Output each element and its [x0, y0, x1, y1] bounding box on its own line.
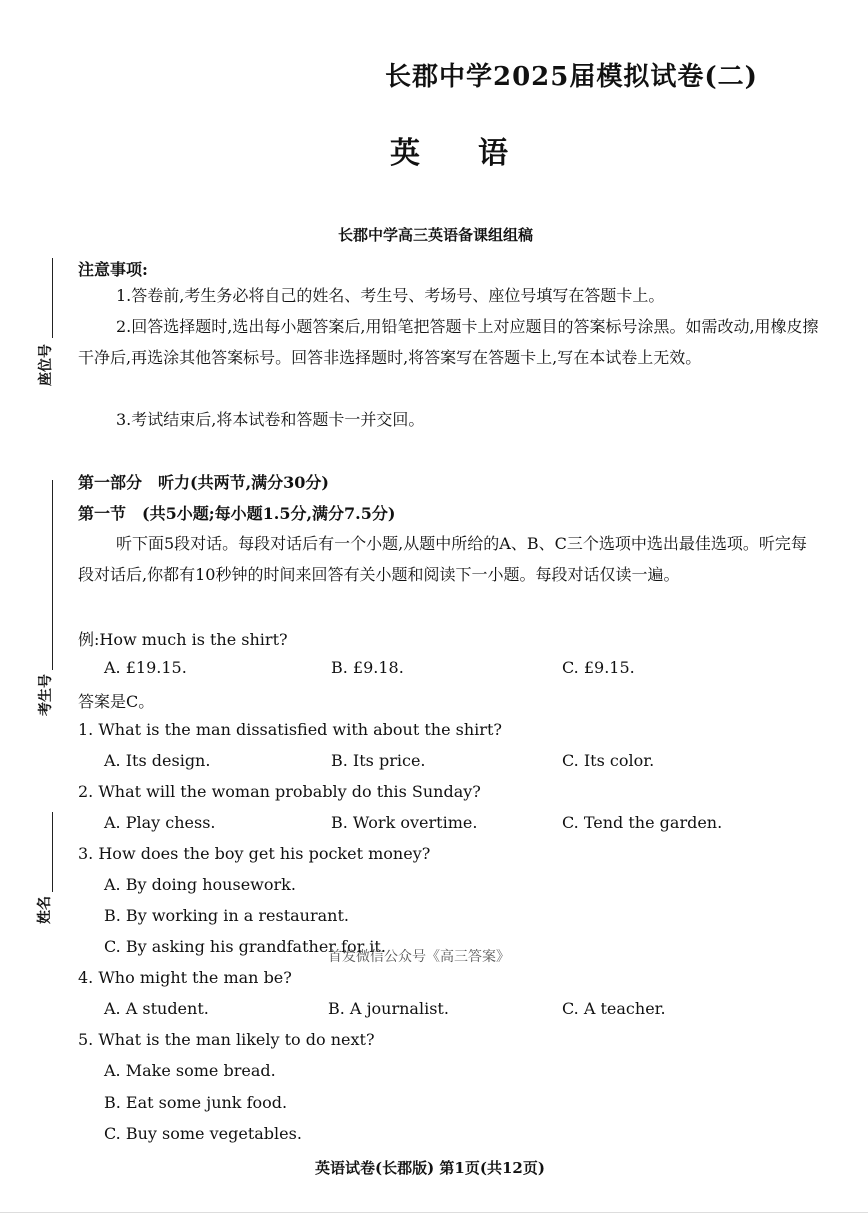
- q3-option-c: C. By asking his grandfather for it.: [104, 937, 386, 956]
- q5-option-b: B. Eat some junk food.: [104, 1093, 288, 1112]
- q2-option-b: B. Work overtime.: [331, 813, 478, 832]
- q1-option-b: B. Its price.: [331, 751, 426, 770]
- example-question: 例:How much is the shirt?: [78, 630, 288, 649]
- section1-heading: 第一节 (共5小题;每小题1.5分,满分7.5分): [78, 504, 396, 523]
- q4-option-a: A. A student.: [104, 999, 209, 1018]
- q1-option-c: C. Its color.: [562, 751, 655, 770]
- q4-option-c: C. A teacher.: [562, 999, 666, 1018]
- q5-option-a: A. Make some bread.: [104, 1061, 276, 1080]
- q4-option-b: B. A journalist.: [328, 999, 449, 1018]
- notice-title: 注意事项:: [78, 260, 148, 279]
- name-label: 姓名: [37, 896, 53, 924]
- bottom-rule: [0, 1212, 868, 1213]
- notice-item-1: 1.答卷前,考生务必将自己的姓名、考生号、考场号、座位号填写在答题卡上。: [116, 286, 665, 305]
- q3-option-b: B. By working in a restaurant.: [104, 906, 349, 925]
- q2-option-c: C. Tend the garden.: [562, 813, 723, 832]
- question-1: 1. What is the man dissatisfied with about the shirt?: [78, 720, 502, 739]
- example-option-a: A. £19.15.: [104, 658, 187, 677]
- q3-option-a: A. By doing housework.: [104, 875, 296, 894]
- part1-heading: 第一部分 听力(共两节,满分30分): [78, 473, 329, 492]
- example-option-b: B. £9.18.: [331, 658, 404, 677]
- example-option-c: C. £9.15.: [562, 658, 635, 677]
- exam-no-line: [52, 480, 53, 670]
- q1-option-a: A. Its design.: [104, 751, 211, 770]
- exam-no-label: 考生号: [38, 674, 54, 716]
- section1-instructions: 听下面5段对话。每段对话后有一个小题,从题中所给的A、B、C三个选项中选出最佳选项。听完每段对话后,你都有10秒钟的时间来回答有关小题和阅读下一小题。每段对话仅读一遍。: [78, 534, 807, 584]
- page-footer: 英语试卷(长郡版) 第1页(共12页): [315, 1159, 545, 1177]
- notice-item-3: 3.考试结束后,将本试卷和答题卡一并交回。: [116, 410, 425, 429]
- notice-item-2: 2.回答选择题时,选出每小题答案后,用铅笔把答题卡上对应题目的答案标号涂黑。如需改动,用橡皮擦干净后,再选涂其他答案标号。回答非选择题时,将答案写在答题卡上,写在本试卷上无效。: [78, 317, 819, 367]
- question-3: 3. How does the boy get his pocket money?: [78, 844, 431, 863]
- question-2: 2. What will the woman probably do this Sunday?: [78, 782, 481, 801]
- exam-title: 长郡中学2025届模拟试卷(二): [385, 62, 758, 92]
- watermark-text: 首发微信公众号《高三答案》: [328, 949, 510, 965]
- question-5: 5. What is the man likely to do next?: [78, 1030, 375, 1049]
- subject-title: 英语: [390, 136, 566, 171]
- seat-line: [52, 258, 53, 338]
- compiler-group: 长郡中学高三英语备课组组稿: [338, 226, 534, 244]
- example-answer: 答案是C。: [78, 692, 155, 711]
- name-line: [52, 812, 53, 892]
- q2-option-a: A. Play chess.: [104, 813, 216, 832]
- seat-label: 座位号: [38, 344, 54, 386]
- q5-option-c: C. Buy some vegetables.: [104, 1124, 302, 1143]
- question-4: 4. Who might the man be?: [78, 968, 292, 987]
